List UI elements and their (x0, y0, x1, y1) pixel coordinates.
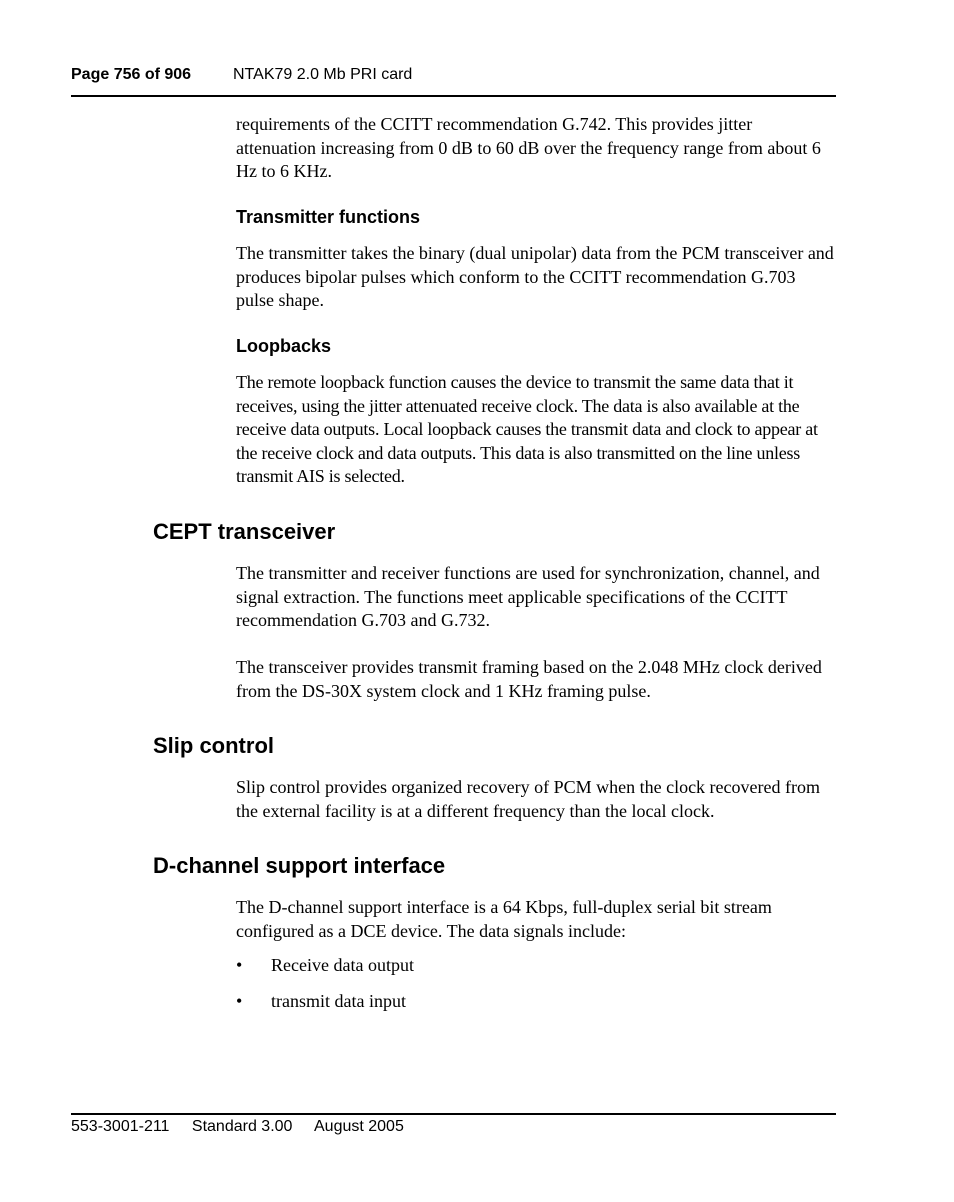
slip-control-body: Slip control provides organized recovery of PCM when the clock recovered from the external facility is at a different frequency than the local clock. (236, 777, 820, 821)
bullet-icon: • (236, 955, 243, 975)
cept-transceiver-para2: The transceiver provides transmit framing based on the 2.048 MHz clock derived from the DS-30X system clock and 1 KHz framing pulse. (236, 657, 822, 701)
d-channel-heading: D-channel support interface (153, 853, 446, 878)
transmitter-functions-heading: Transmitter functions (236, 207, 421, 227)
page-number: Page 756 of 906 (71, 66, 192, 83)
list-item-text: Receive data output (271, 955, 414, 975)
list-item-text: transmit data input (271, 991, 406, 1011)
cept-transceiver-para1: The transmitter and receiver functions are used for synchronization, channel, and signal extraction. The functions meet applicable specifications of the CCITT recommendation G.703 and G.732. (236, 563, 820, 631)
slip-control-heading: Slip control (153, 733, 274, 758)
loopbacks-body: The remote loopback function causes the device to transmit the same data that it receives, using the jitter attenuated receive clock. The data is also available at the receive data outputs. Local loopback causes the transmit data and clock to appear at the receive clock and data outputs. This data is also transmitted on the line unless transmit AIS is selected. (236, 372, 818, 487)
cept-transceiver-heading: CEPT transceiver (153, 519, 336, 544)
standard-version: Standard 3.00 (191, 1118, 293, 1135)
bullet-icon: • (236, 991, 243, 1011)
document-number: 553-3001-211 (71, 1118, 170, 1135)
header-rule (71, 95, 836, 97)
loopbacks-heading: Loopbacks (236, 336, 332, 356)
page-footer (71, 1118, 422, 1136)
intro-paragraph: requirements of the CCITT recommendation G.742. This provides jitter attenuation increasing from 0 dB to 60 dB over the frequency range from about 6 Hz to 6 KHz. (236, 114, 821, 182)
document-title: NTAK79 2.0 Mb PRI card (233, 66, 413, 83)
transmitter-functions-body: The transmitter takes the binary (dual unipolar) data from the PCM transceiver and produces bipolar pulses which conform to the CCITT recommendation G.703 pulse shape. (236, 243, 834, 311)
page-header (71, 66, 413, 84)
d-channel-body: The D-channel support interface is a 64 Kbps, full-duplex serial bit stream configured as a DCE device. The data signals include: (236, 897, 772, 941)
publication-date: August 2005 (314, 1118, 404, 1135)
footer-rule (71, 1113, 836, 1115)
